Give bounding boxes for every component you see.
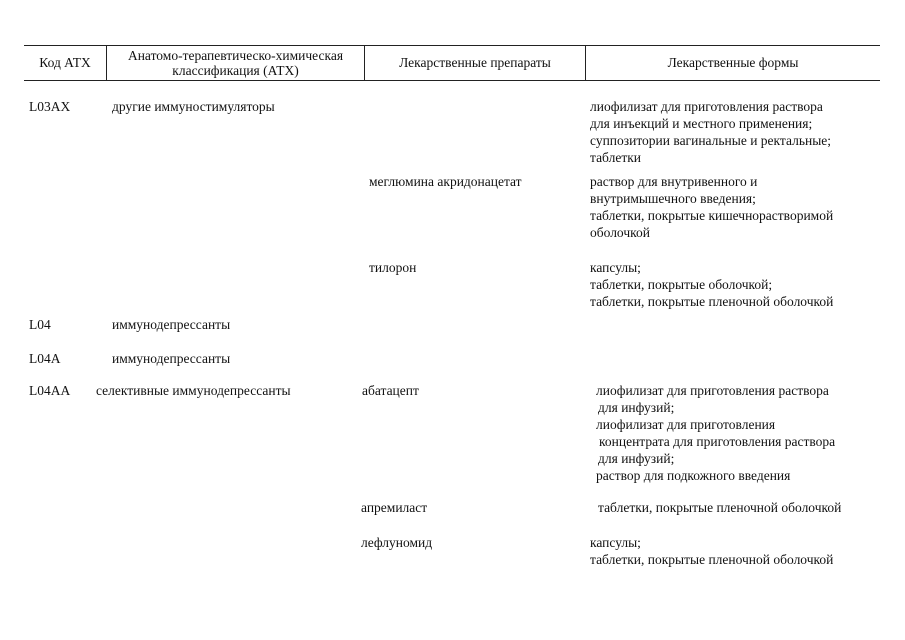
dosage-forms: раствор для внутривенного и внутримышечного введения; таблетки, покрытые кишечнорастворимой оболочкой	[590, 174, 834, 240]
drug-name: меглюмина акридонацетат	[369, 174, 522, 189]
dosage-form-line: концентрата для приготовления раствора	[599, 434, 836, 449]
header-col-forms: Лекарственные формы	[667, 55, 799, 70]
atc-group-name: иммунодепрессанты	[112, 317, 231, 332]
dosage-form-line: раствор для подкожного введения	[596, 468, 791, 483]
dosage-form-line: лиофилизат для приготовления	[596, 417, 776, 432]
header-bottom-rule	[24, 80, 880, 81]
atc-group-name: селективные иммунодепрессанты	[96, 383, 291, 398]
dosage-form-line: для инфузий;	[598, 451, 675, 466]
drug-name: абатацепт	[362, 383, 419, 398]
dosage-form-line: лиофилизат для приготовления раствора	[596, 383, 829, 398]
drug-name: лефлуномид	[361, 535, 433, 550]
header-col-code: Код АТХ	[39, 55, 91, 70]
header-col-drugs: Лекарственные препараты	[399, 55, 551, 70]
dosage-forms: капсулы; таблетки, покрытые пленочной оболочкой	[590, 535, 834, 567]
atc-code: L04AA	[29, 383, 71, 398]
header-col-atc: Анатомо-терапевтическо-химическая классификация (АТХ)	[127, 47, 344, 78]
drug-name: тилорон	[369, 260, 417, 275]
atc-group-name: другие иммуностимуляторы	[112, 99, 275, 114]
drug-name: апремиласт	[361, 500, 428, 515]
dosage-forms: капсулы; таблетки, покрытые оболочкой; таблетки, покрытые пленочной оболочкой	[590, 260, 834, 309]
atc-group-name: иммунодепрессанты	[112, 351, 231, 366]
dosage-form-line: для инфузий;	[598, 400, 675, 415]
atc-code: L03AX	[29, 99, 71, 114]
dosage-forms: таблетки, покрытые пленочной оболочкой	[598, 500, 842, 515]
dosage-forms: лиофилизат для приготовления раствора для инъекций и местного применения; суппозитории вагинальные и ректальные; таблетки	[590, 99, 832, 165]
atc-code: L04A	[29, 351, 61, 366]
atc-code: L04	[29, 317, 51, 332]
